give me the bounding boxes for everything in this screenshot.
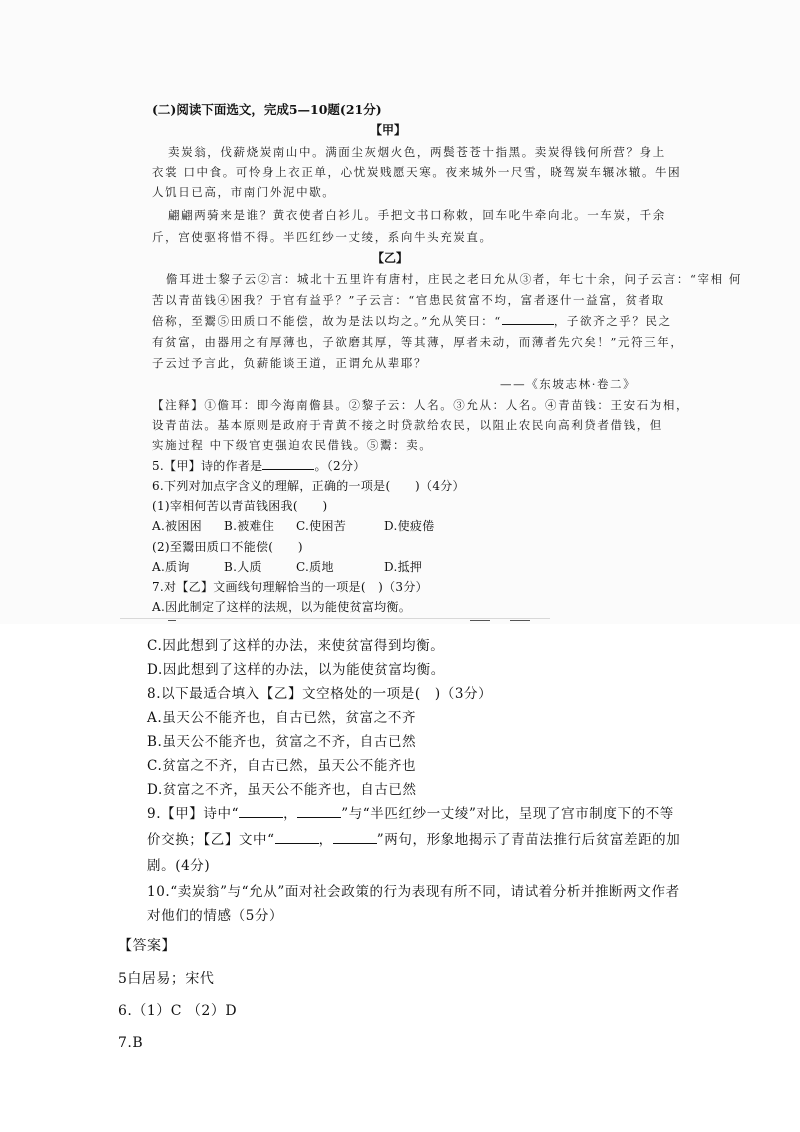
option-c[interactable]: C.使困苦	[296, 519, 347, 533]
question-text: ，	[318, 832, 333, 848]
section-heading: (二)阅读下面选文，完成5—10题(21分)	[152, 102, 382, 117]
answer-blank[interactable]	[275, 831, 319, 844]
option-b[interactable]: B.人质	[224, 560, 262, 574]
question-text: ”两句，形象地揭示了青苗法推行后贫富差距的加	[376, 832, 681, 848]
question-10: 10.“卖炭翁”与“允从”面对社会政策的行为表现有所不同，请试着分析并推断两文作者	[147, 884, 680, 900]
passage-line	[152, 312, 672, 330]
divider	[510, 620, 530, 621]
passage-text: 倍称，至鬻⑤田质口不能偿，故为是法以均之。”允从笑曰：“	[152, 314, 502, 328]
options-row	[152, 517, 435, 535]
answer-5: 5白居易；宋代	[118, 971, 215, 987]
answer-blank[interactable]	[239, 805, 283, 818]
poem-line: 人饥日已高，市南门外泥中歇。	[152, 185, 336, 199]
answer-blank[interactable]	[297, 805, 341, 818]
divider	[470, 620, 490, 621]
option-d[interactable]: D.贫富之不齐，虽天公不能齐也，自古已然	[147, 782, 417, 798]
question-7: 7.对【乙】文画线句理解恰当的一项是( )（3分）	[152, 580, 428, 594]
question-10: 对他们的情感（5分）	[147, 908, 284, 924]
question-5	[152, 457, 366, 475]
passage-text: ，子欲齐之乎？民之	[553, 314, 672, 328]
question-text: ，	[283, 806, 298, 822]
question-6-1: (1)宰相何苦以青苗钱困我( )	[152, 499, 328, 513]
question-text: 。（2分）	[314, 459, 366, 473]
question-9	[147, 829, 680, 851]
answer-blank[interactable]	[262, 457, 314, 470]
question-text: ”与“半匹红纱一丈绫”对比，呈现了宫市制度下的不等	[341, 806, 674, 822]
notes-line: 设青苗法。基本原则是政府于青黄不接之时贷款给农民，以阻止农民向高利贷者借钱，但	[152, 418, 663, 432]
option-b[interactable]: B.被难住	[224, 519, 275, 533]
option-a[interactable]: A.质询	[152, 560, 190, 574]
yi-label: 【乙】	[372, 251, 409, 265]
answer-7: 7.B	[118, 1035, 144, 1051]
passage-line: 子云过予言此，负薪能谈王道，正谓允从辈耶？	[152, 356, 428, 370]
question-text: 5.【甲】诗的作者是	[152, 459, 263, 473]
question-9	[147, 803, 674, 825]
answer-6: 6.（1）C （2）D	[118, 1003, 238, 1019]
option-d[interactable]: D.抵押	[384, 560, 423, 574]
option-a[interactable]: A.因此制定了这样的法规，以为能使贫富均衡。	[152, 600, 412, 614]
passage-line: 儋耳进士黎子云②言：城北十五里许有唐村，庄民之老曰允从③者，年七十余，问子云言：“宰相 何	[166, 272, 743, 286]
poem-line: 衣裳 口中食。可怜身上衣正单，心忧炭贱愿天寒。夜来城外一尺雪，晓驾炭车辗冰辙。牛困	[152, 165, 682, 179]
option-b[interactable]: B.虽天公不能齐也，贫富之不齐，自古已然	[147, 734, 417, 750]
question-text: 价交换；【乙】文中“	[147, 832, 275, 848]
fill-blank	[502, 312, 554, 325]
passage-line: 有贫富，由器用之有厚薄也，子欲磨其厚，等其薄，厚者未动，而薄者先穴矣！”元符三年，	[152, 335, 684, 349]
options-row	[152, 558, 422, 576]
answers-heading: 【答案】	[118, 938, 176, 954]
question-6-2: (2)至鬻田质口不能偿( )	[152, 540, 303, 554]
divider	[168, 620, 176, 621]
option-d[interactable]: D.因此想到了这样的办法，以为能使贫富均衡。	[147, 662, 445, 678]
option-c[interactable]: C.贫富之不齐，自古已然，虽天公不能齐也	[147, 758, 417, 774]
answer-blank[interactable]	[333, 831, 377, 844]
question-8: 8.以下最适合填入【乙】文空格处的一项是( )（3分）	[147, 686, 493, 702]
option-a[interactable]: A.被困困	[152, 519, 202, 533]
option-d[interactable]: D.使疲倦	[384, 519, 435, 533]
poem-line: 斤，宫使驱将惜不得。半匹红纱一丈绫，系向牛头充炭直。	[152, 230, 493, 244]
question-text: 9.【甲】诗中“	[147, 806, 240, 822]
notes-line: 【注释】①儋耳：即今海南儋县。②黎子云：人名。③允从：人名。④青苗钱：王安石为相，	[152, 398, 690, 412]
option-a[interactable]: A.虽天公不能齐也，自古已然，贫富之不齐	[147, 710, 417, 726]
question-6: 6.下列对加点字含义的理解，正确的一项是( )（4分）	[152, 479, 465, 493]
passage-source: ——《东坡志林·卷二》	[500, 377, 637, 391]
passage-line: 苦以青苗钱④困我？于官有益乎？”子云言：“官患民贫富不均，富者逐什一益富，贫者取	[152, 293, 665, 307]
notes-line: 实施过程 中下级官吏强迫农民借钱。⑤鬻：卖。	[152, 438, 433, 452]
poem-line: 翩翩两骑来是谁？黄衣使者白衫儿。手把文书口称敕，回车叱牛牵向北。一车炭，千余	[168, 208, 666, 222]
jia-label: 【甲】	[370, 123, 407, 137]
option-c[interactable]: C.质地	[296, 560, 334, 574]
option-c[interactable]: C.因此想到了这样的办法，来使贫富得到均衡。	[147, 638, 445, 654]
poem-line: 卖炭翁，伐薪烧炭南山中。满面尘灰烟火色，两鬓苍苍十指黑。卖炭得钱何所营？身上	[168, 145, 666, 159]
question-9-tail: 剧。(4分)	[147, 858, 211, 874]
